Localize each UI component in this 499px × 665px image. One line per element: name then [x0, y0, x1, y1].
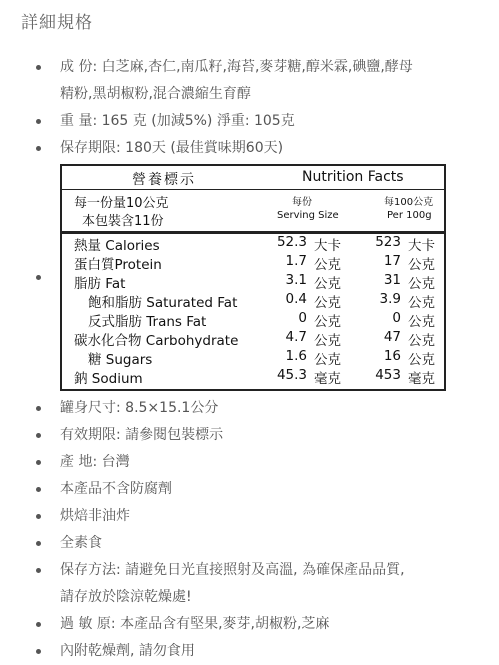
spec-text: 罐身尺寸: 8.5×15.1公分 [60, 400, 219, 416]
nutrition-row [62, 234, 444, 253]
bullet-icon [36, 568, 41, 573]
spec-text-line: 保存方法: 請避免日光直接照射及高溫, 為確保產品品質, [60, 562, 405, 578]
nutrition-row [62, 253, 444, 272]
nutrition-facts-table [60, 164, 446, 391]
per-serving-unit: 公克 [314, 352, 341, 368]
nutrient-name: 反式脂肪 Trans Fat [88, 314, 207, 330]
spec-item [36, 530, 492, 557]
spec-text: 重 量: 165 克 (加減5%) 淨重: 105克 [60, 113, 295, 129]
bullet-icon [36, 433, 41, 438]
bullet-icon [36, 541, 41, 546]
per-100g-unit: 公克 [408, 257, 435, 273]
per-100g-unit: 毫克 [408, 371, 435, 387]
spec-text: 過 敏 原: 本產品含有堅果,麥芽,胡椒粉,芝麻 [60, 616, 330, 632]
bullet-icon [36, 406, 41, 411]
per-serving-label-en: Serving Size [277, 210, 339, 221]
per-100g-unit: 公克 [408, 314, 435, 330]
per-100g-label-en: Per 100g [387, 210, 432, 221]
nutrition-row [62, 310, 444, 329]
per-100g-value: 31 [383, 272, 401, 288]
nutrition-title: 營養標示 [132, 172, 196, 188]
bullet-icon [36, 622, 41, 627]
spec-item [36, 638, 492, 665]
spec-text: 全素食 [60, 535, 102, 551]
per-100g-value: 3.9 [379, 291, 401, 307]
per-serving-value: 0 [298, 310, 307, 326]
per-100g-value: 16 [383, 348, 401, 364]
per-serving-value: 1.6 [285, 348, 307, 364]
bullet-icon [36, 460, 41, 465]
per-serving-value: 45.3 [276, 367, 307, 383]
serving-info [62, 189, 444, 234]
per-serving-unit: 大卡 [314, 238, 341, 254]
nutrition-row [62, 272, 444, 291]
nutrient-name: 鈉 Sodium [74, 371, 143, 387]
spec-item [36, 395, 492, 422]
spec-text-line: 精粉,黑胡椒粉,混合濃縮生育醇 [60, 86, 251, 102]
bullet-icon [36, 649, 41, 654]
per-100g-unit: 公克 [408, 295, 435, 311]
bullet-icon [36, 487, 41, 492]
nutrition-rows [62, 234, 444, 386]
per-100g-value: 17 [383, 253, 401, 269]
per-100g-label: 每100公克 [384, 197, 434, 208]
per-serving-value: 4.7 [285, 329, 307, 345]
spec-item-weight [36, 108, 492, 135]
per-serving-value: 52.3 [276, 234, 307, 250]
nutrition-row [62, 367, 444, 386]
nutrient-name: 脂肪 Fat [74, 276, 126, 292]
spec-text: 保存期限: 180天 (最佳賞味期60天) [60, 140, 284, 156]
per-serving-unit: 毫克 [314, 371, 341, 387]
per-serving-unit: 公克 [314, 333, 341, 349]
servings-per-pack: 本包裝含11份 [82, 214, 164, 229]
spec-text-line: 成 份: 白芝麻,杏仁,南瓜籽,海苔,麥芽糖,醇米霖,碘鹽,酵母 [60, 59, 413, 75]
per-100g-unit: 公克 [408, 276, 435, 292]
per-100g-value: 453 [375, 367, 401, 383]
serving-size: 每一份量10公克 [74, 196, 169, 211]
spec-text: 烘焙非油炸 [60, 508, 130, 524]
nutrient-name: 糖 Sugars [88, 352, 153, 368]
per-serving-unit: 公克 [314, 257, 341, 273]
bullet-icon [36, 514, 41, 519]
spec-item [36, 476, 492, 503]
spec-text: 內附乾燥劑, 請勿食用 [60, 643, 195, 659]
nutrient-name: 碳水化合物 Carbohydrate [74, 333, 239, 349]
per-100g-value: 0 [392, 310, 401, 326]
per-serving-value: 1.7 [285, 253, 307, 269]
nutrition-row [62, 348, 444, 367]
nutrition-row [62, 291, 444, 310]
nutrition-header [62, 166, 444, 190]
spec-item [36, 611, 492, 638]
spec-item [36, 449, 492, 476]
nutrient-name: 飽和脂肪 Saturated Fat [88, 295, 238, 311]
spec-item [36, 557, 492, 611]
per-serving-value: 0.4 [285, 291, 307, 307]
bullet-icon [36, 146, 41, 151]
spec-text: 有效期限: 請參閱包裝標示 [60, 427, 224, 443]
per-100g-unit: 公克 [408, 333, 435, 349]
spec-text: 產 地: 台灣 [60, 454, 130, 470]
per-serving-value: 3.1 [285, 272, 307, 288]
spec-text-line: 請存放於陰涼乾燥處! [60, 589, 192, 605]
section-title: 詳細規格 [21, 13, 93, 33]
per-100g-value: 523 [375, 234, 401, 250]
per-serving-unit: 公克 [314, 295, 341, 311]
spec-item [36, 422, 492, 449]
per-serving-unit: 公克 [314, 314, 341, 330]
per-100g-unit: 公克 [408, 352, 435, 368]
bullet-icon [36, 65, 41, 70]
bullet-icon [36, 275, 41, 280]
nutrient-name: 蛋白質Protein [74, 257, 162, 273]
nutrient-name: 熱量 Calories [74, 238, 160, 254]
spec-item-shelf-life [36, 135, 492, 162]
per-100g-value: 47 [383, 329, 401, 345]
spec-item [36, 503, 492, 530]
spec-text: 本產品不含防腐劑 [60, 481, 172, 497]
spec-item-ingredients [36, 54, 492, 108]
bullet-icon [36, 119, 41, 124]
per-serving-label: 每份 [292, 197, 312, 208]
per-serving-unit: 公克 [314, 276, 341, 292]
nutrition-title-en: Nutrition Facts [302, 169, 404, 185]
nutrition-row [62, 329, 444, 348]
per-100g-unit: 大卡 [408, 238, 435, 254]
